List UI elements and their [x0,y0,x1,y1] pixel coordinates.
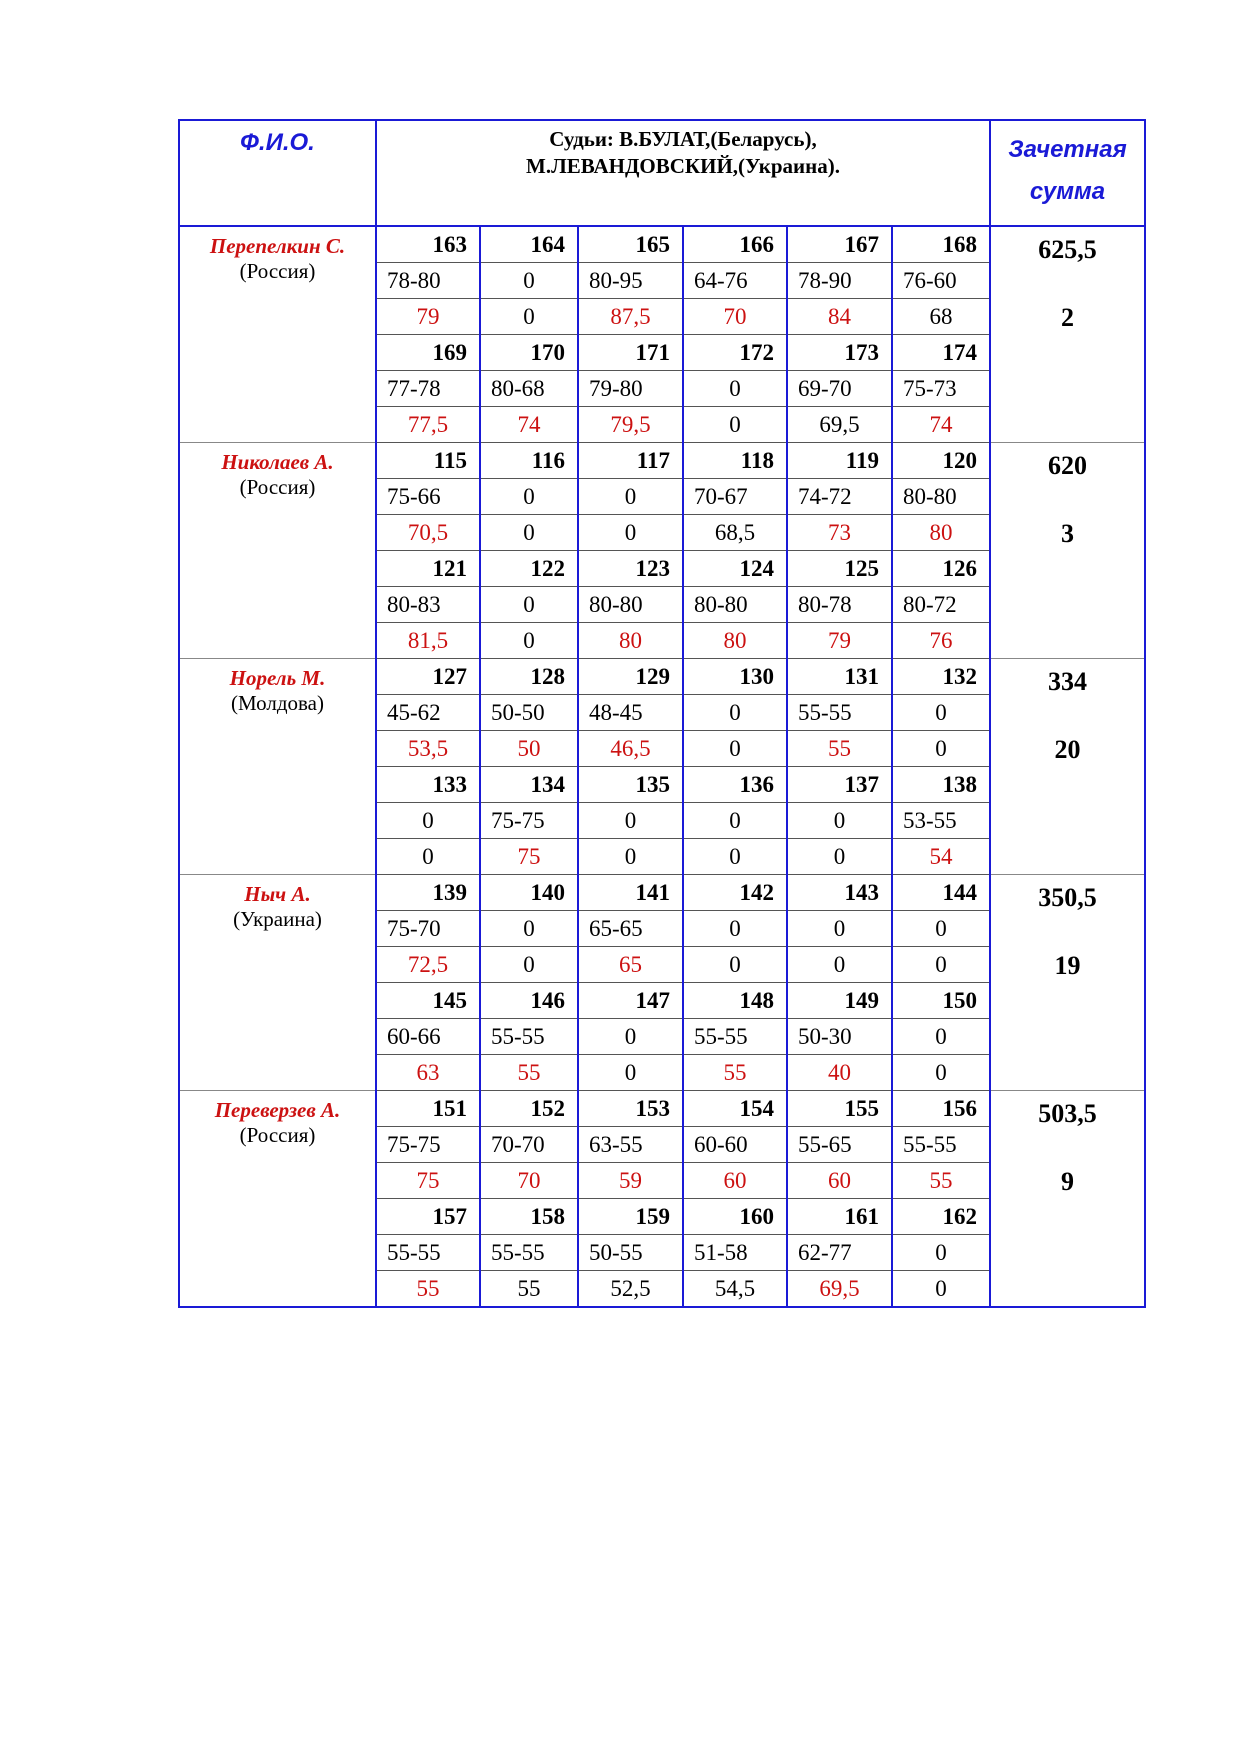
sum-cell [990,443,1145,659]
jump-number: 167 [787,226,892,263]
average-score: 46,5 [578,731,683,767]
average-score: 79 [376,299,480,335]
jump-number: 158 [480,1199,578,1235]
average-score: 54,5 [683,1271,787,1308]
athlete-country: (Россия) [239,1123,316,1147]
judge-scores: 60-60 [683,1127,787,1163]
total-score: 620 [1048,451,1087,480]
judge-scores: 55-55 [892,1127,990,1163]
average-score: 0 [683,947,787,983]
jump-number: 128 [480,659,578,695]
average-score: 73 [787,515,892,551]
athlete-cell [179,659,376,875]
jump-number: 129 [578,659,683,695]
athlete-name: Николаев А. [221,450,334,474]
jump-number: 125 [787,551,892,587]
judge-scores: 65-65 [578,911,683,947]
average-score: 0 [892,1055,990,1091]
judge-scores: 0 [892,911,990,947]
average-score: 69,5 [787,1271,892,1308]
average-score: 55 [480,1055,578,1091]
judge-scores: 75-73 [892,371,990,407]
athlete-cell [179,226,376,443]
judge-scores: 60-66 [376,1019,480,1055]
athlete-name: Перепелкин С. [209,234,346,258]
judge-scores: 55-55 [376,1235,480,1271]
average-score: 65 [578,947,683,983]
average-score: 55 [892,1163,990,1199]
average-score: 70 [480,1163,578,1199]
average-score: 0 [480,515,578,551]
judge-scores: 55-55 [480,1235,578,1271]
place-rank: 19 [1054,951,1081,980]
jump-number: 124 [683,551,787,587]
judge-scores: 50-55 [578,1235,683,1271]
sum-cell [990,226,1145,443]
jump-number: 119 [787,443,892,479]
judge-scores: 55-65 [787,1127,892,1163]
average-score: 74 [892,407,990,443]
judge-scores: 80-80 [892,479,990,515]
judge-scores: 48-45 [578,695,683,731]
judge-scores: 80-80 [578,587,683,623]
average-score: 0 [683,731,787,767]
judge-scores: 75-75 [376,1127,480,1163]
average-score: 59 [578,1163,683,1199]
judge-scores: 79-80 [578,371,683,407]
judges-header [376,120,990,226]
jump-number: 122 [480,551,578,587]
jump-number: 131 [787,659,892,695]
average-score: 80 [892,515,990,551]
jump-number: 166 [683,226,787,263]
jump-number: 162 [892,1199,990,1235]
average-score: 75 [376,1163,480,1199]
average-score: 55 [787,731,892,767]
judge-scores: 64-76 [683,263,787,299]
jump-number: 136 [683,767,787,803]
jump-number: 152 [480,1091,578,1127]
average-score: 50 [480,731,578,767]
judge-scores: 0 [480,263,578,299]
judge-scores: 80-95 [578,263,683,299]
jump-number: 157 [376,1199,480,1235]
average-score: 0 [480,623,578,659]
judge-scores: 76-60 [892,263,990,299]
judge-scores: 69-70 [787,371,892,407]
average-score: 0 [578,515,683,551]
jump-number: 170 [480,335,578,371]
average-score: 0 [376,839,480,875]
judge-scores: 0 [787,911,892,947]
average-score: 0 [683,839,787,875]
judge-scores: 80-68 [480,371,578,407]
average-score: 55 [376,1271,480,1308]
average-score: 70 [683,299,787,335]
place-rank: 2 [1061,303,1074,332]
judge-scores: 0 [480,587,578,623]
judge-scores: 0 [892,695,990,731]
judge-scores: 0 [683,911,787,947]
jump-number: 137 [787,767,892,803]
judge-scores: 0 [376,803,480,839]
judge-scores: 0 [683,371,787,407]
judge-scores: 0 [683,803,787,839]
jump-number: 160 [683,1199,787,1235]
jump-number: 139 [376,875,480,911]
jump-number: 127 [376,659,480,695]
jump-number: 163 [376,226,480,263]
average-score: 74 [480,407,578,443]
average-score: 77,5 [376,407,480,443]
jump-number: 168 [892,226,990,263]
name-column-header: Ф.И.О. [179,120,376,226]
average-score: 0 [578,839,683,875]
jump-number: 120 [892,443,990,479]
jump-number: 151 [376,1091,480,1127]
jump-number: 142 [683,875,787,911]
jump-number: 123 [578,551,683,587]
average-score: 0 [787,947,892,983]
average-score: 40 [787,1055,892,1091]
judge-scores: 70-67 [683,479,787,515]
average-score: 69,5 [787,407,892,443]
average-score: 76 [892,623,990,659]
athlete-country: (Украина) [233,907,322,931]
average-score: 63 [376,1055,480,1091]
judge-scores: 80-78 [787,587,892,623]
athlete-name: Норель М. [229,666,326,690]
jump-number: 169 [376,335,480,371]
judge-scores: 0 [480,479,578,515]
jump-number: 148 [683,983,787,1019]
jump-number: 172 [683,335,787,371]
sum-column-header: Зачетная сумма [990,120,1145,226]
jump-number: 173 [787,335,892,371]
jump-number: 130 [683,659,787,695]
judge-scores: 75-66 [376,479,480,515]
judge-scores: 78-80 [376,263,480,299]
average-score: 75 [480,839,578,875]
judges-line-2: М.ЛЕВАНДОВСКИЙ,(Украина). [526,154,840,178]
average-score: 81,5 [376,623,480,659]
jump-number: 150 [892,983,990,1019]
judge-scores: 80-83 [376,587,480,623]
judge-scores: 45-62 [376,695,480,731]
average-score: 0 [892,947,990,983]
athlete-country: (Молдова) [231,691,324,715]
judge-scores: 50-50 [480,695,578,731]
jump-number: 135 [578,767,683,803]
average-score: 60 [683,1163,787,1199]
judge-scores: 55-55 [480,1019,578,1055]
average-score: 72,5 [376,947,480,983]
judge-scores: 0 [787,803,892,839]
athlete-cell [179,443,376,659]
athlete-country: (Россия) [239,475,316,499]
average-score: 70,5 [376,515,480,551]
jump-number: 161 [787,1199,892,1235]
total-score: 625,5 [1038,235,1097,264]
jump-number: 171 [578,335,683,371]
sum-cell [990,875,1145,1091]
jump-number: 140 [480,875,578,911]
judge-scores: 74-72 [787,479,892,515]
average-score: 0 [480,947,578,983]
jump-number: 115 [376,443,480,479]
judge-scores: 75-70 [376,911,480,947]
average-score: 79 [787,623,892,659]
jump-number: 164 [480,226,578,263]
average-score: 80 [683,623,787,659]
athlete-cell [179,875,376,1091]
jump-number: 121 [376,551,480,587]
average-score: 52,5 [578,1271,683,1308]
average-score: 80 [578,623,683,659]
place-rank: 9 [1061,1167,1074,1196]
jump-number: 165 [578,226,683,263]
average-score: 53,5 [376,731,480,767]
total-score: 350,5 [1038,883,1097,912]
average-score: 68 [892,299,990,335]
judge-scores: 63-55 [578,1127,683,1163]
average-score: 0 [480,299,578,335]
judge-scores: 80-80 [683,587,787,623]
jump-number: 145 [376,983,480,1019]
judge-scores: 55-55 [683,1019,787,1055]
average-score: 87,5 [578,299,683,335]
results-table [178,119,1146,1308]
total-score: 334 [1048,667,1087,696]
total-score: 503,5 [1038,1099,1097,1128]
jump-number: 146 [480,983,578,1019]
jump-number: 154 [683,1091,787,1127]
jump-number: 149 [787,983,892,1019]
judge-scores: 55-55 [787,695,892,731]
sum-cell [990,659,1145,875]
judge-scores: 0 [892,1019,990,1055]
average-score: 54 [892,839,990,875]
judge-scores: 80-72 [892,587,990,623]
judge-scores: 70-70 [480,1127,578,1163]
jump-number: 117 [578,443,683,479]
judge-scores: 0 [892,1235,990,1271]
jump-number: 159 [578,1199,683,1235]
jump-number: 132 [892,659,990,695]
average-score: 55 [480,1271,578,1308]
average-score: 79,5 [578,407,683,443]
judge-scores: 51-58 [683,1235,787,1271]
athlete-cell [179,1091,376,1308]
average-score: 60 [787,1163,892,1199]
judges-line-1: Судьи: В.БУЛАТ,(Беларусь), [549,127,817,151]
jump-number: 144 [892,875,990,911]
average-score: 0 [892,1271,990,1308]
judge-scores: 0 [578,479,683,515]
place-rank: 3 [1061,519,1074,548]
jump-number: 138 [892,767,990,803]
average-score: 55 [683,1055,787,1091]
jump-number: 155 [787,1091,892,1127]
jump-number: 141 [578,875,683,911]
jump-number: 133 [376,767,480,803]
jump-number: 153 [578,1091,683,1127]
judge-scores: 0 [578,803,683,839]
jump-number: 143 [787,875,892,911]
judge-scores: 77-78 [376,371,480,407]
place-rank: 20 [1054,735,1081,764]
athlete-name: Ныч А. [244,882,311,906]
athlete-country: (Россия) [239,259,316,283]
jump-number: 134 [480,767,578,803]
jump-number: 174 [892,335,990,371]
judge-scores: 78-90 [787,263,892,299]
average-score: 0 [683,407,787,443]
judge-scores: 53-55 [892,803,990,839]
average-score: 0 [578,1055,683,1091]
judge-scores: 0 [683,695,787,731]
athlete-name: Переверзев А. [214,1098,341,1122]
judge-scores: 62-77 [787,1235,892,1271]
judge-scores: 50-30 [787,1019,892,1055]
average-score: 84 [787,299,892,335]
jump-number: 116 [480,443,578,479]
judge-scores: 75-75 [480,803,578,839]
average-score: 0 [892,731,990,767]
judge-scores: 0 [578,1019,683,1055]
jump-number: 126 [892,551,990,587]
jump-number: 118 [683,443,787,479]
jump-number: 156 [892,1091,990,1127]
jump-number: 147 [578,983,683,1019]
judge-scores: 0 [480,911,578,947]
average-score: 0 [787,839,892,875]
sum-cell [990,1091,1145,1308]
average-score: 68,5 [683,515,787,551]
